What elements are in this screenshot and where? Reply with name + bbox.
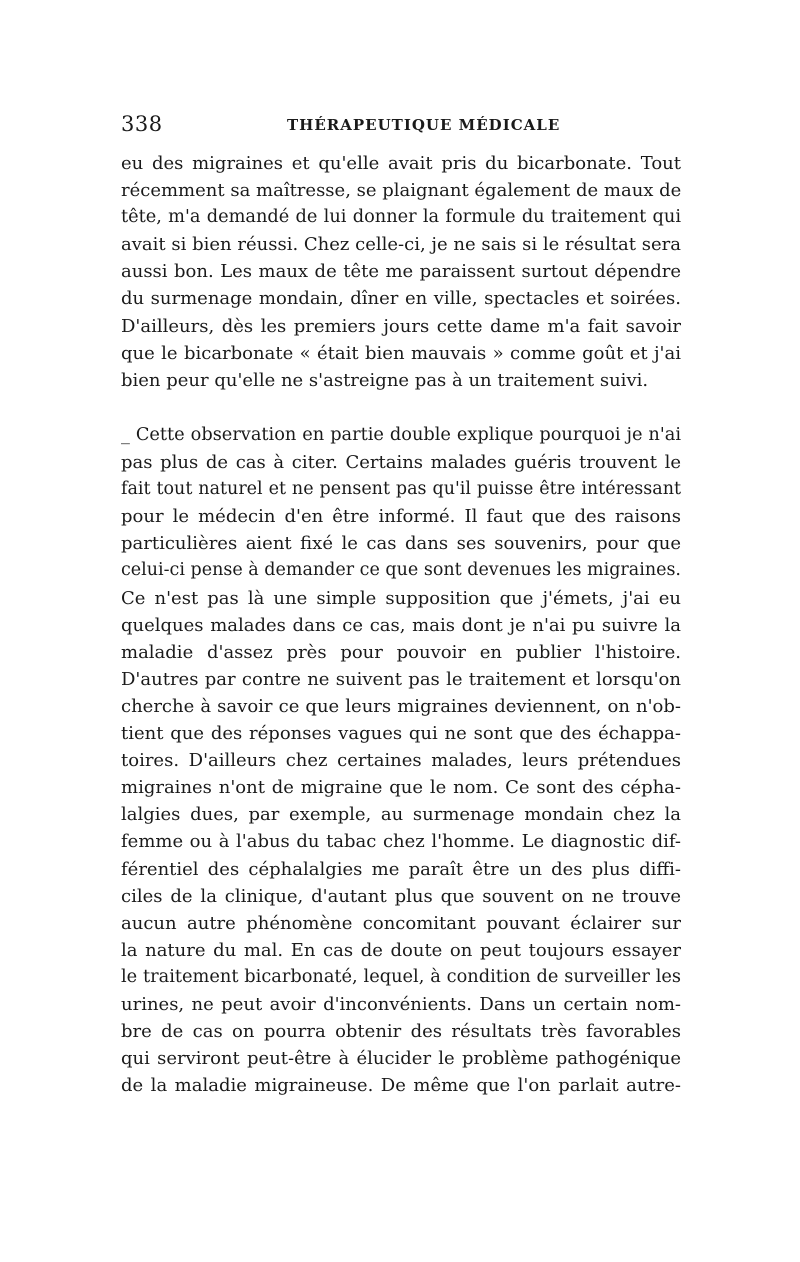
text-line: aucun autre phénomène concomitant pouvant éclairer sur xyxy=(121,912,681,934)
text-line: aussi bon. Les maux de tête me paraissent surtout dépendre xyxy=(121,261,681,283)
running-title: THÉRAPEUTIQUE MÉDICALE xyxy=(287,116,561,134)
text-line: _ Cette observation en partie double explique pourquoi je n'ai xyxy=(121,425,681,445)
text-line: bre de cas on pourra obtenir des résultats très favorables xyxy=(121,1021,681,1043)
text-line: celui-ci pense à demander ce que sont devenues les migraines. xyxy=(121,560,681,581)
text-line: la nature du mal. En cas de doute on peut toujours essayer xyxy=(121,939,681,961)
text-line: férentiel des céphalalgies me paraît être un des plus diffi- xyxy=(121,858,681,880)
text-line: ciles de la clinique, d'autant plus que souvent on ne trouve xyxy=(121,885,681,907)
text-line: que le bicarbonate « était bien mauvais » comme goût et j'ai xyxy=(121,342,681,364)
text-line: le traitement bicarbonaté, lequel, à condition de surveiller les xyxy=(121,966,681,987)
text-line: pour le médecin d'en être informé. Il faut que des raisons xyxy=(121,506,681,528)
text-line: quelques malades dans ce cas, mais dont je n'ai pu suivre la xyxy=(121,614,681,636)
text-line: eu des migraines et qu'elle avait pris du bicarbonate. Tout xyxy=(121,153,681,174)
text-line: cherche à savoir ce que leurs migraines deviennent, on n'ob- xyxy=(121,695,681,717)
text-line: D'autres par contre ne suivent pas le traitement et lorsqu'on xyxy=(121,668,681,690)
text-line: lalgies dues, par exemple, au surmenage mondain chez la xyxy=(121,804,681,826)
text-line: toires. D'ailleurs chez certaines malades, leurs prétendues xyxy=(121,750,681,772)
text-line: migraines n'ont de migraine que le nom. Ce sont des cépha- xyxy=(121,777,681,799)
text-line: Ce n'est pas là une simple supposition que j'émets, j'ai eu xyxy=(121,587,681,609)
text-line: urines, ne peut avoir d'inconvénients. Dans un certain nom- xyxy=(121,993,681,1015)
text-line: récemment sa maîtresse, se plaignant également de maux de xyxy=(121,180,682,202)
text-line: avait si bien réussi. Chez celle-ci, je ne sais si le résultat sera xyxy=(121,234,681,256)
text-line: pas plus de cas à citer. Certains malades guéris trouvent le xyxy=(121,452,681,474)
text-line: qui serviront peut-être à élucider le problème pathogénique xyxy=(121,1048,681,1070)
text-line: du surmenage mondain, dîner en ville, spectacles et soirées. xyxy=(121,288,681,310)
text-line: tient que des réponses vagues qui ne sont que des échappa- xyxy=(121,723,681,745)
text-line: de la maladie migraineuse. De même que l'on parlait autre- xyxy=(121,1075,681,1097)
text-line: maladie d'assez près pour pouvoir en publier l'histoire. xyxy=(121,641,681,663)
text-line: fait tout naturel et ne pensent pas qu'il puisse être intéressant xyxy=(121,479,681,500)
text-line: bien peur qu'elle ne s'astreigne pas à un traitement suivi. xyxy=(121,369,649,391)
text-line: particulières aient fixé le cas dans ses souvenirs, pour que xyxy=(121,533,681,555)
text-line: tête, m'a demandé de lui donner la formule du traitement qui xyxy=(121,207,681,228)
page-number: 338 xyxy=(121,112,163,136)
paragraph-1 xyxy=(121,150,681,394)
page-header xyxy=(121,112,681,142)
text-line: D'ailleurs, dès les premiers jours cette dame m'a fait savoir xyxy=(121,315,681,337)
text-line: femme ou à l'abus du tabac chez l'homme. Le diagnostic dif- xyxy=(121,831,681,853)
paragraph-2 xyxy=(121,422,681,1099)
